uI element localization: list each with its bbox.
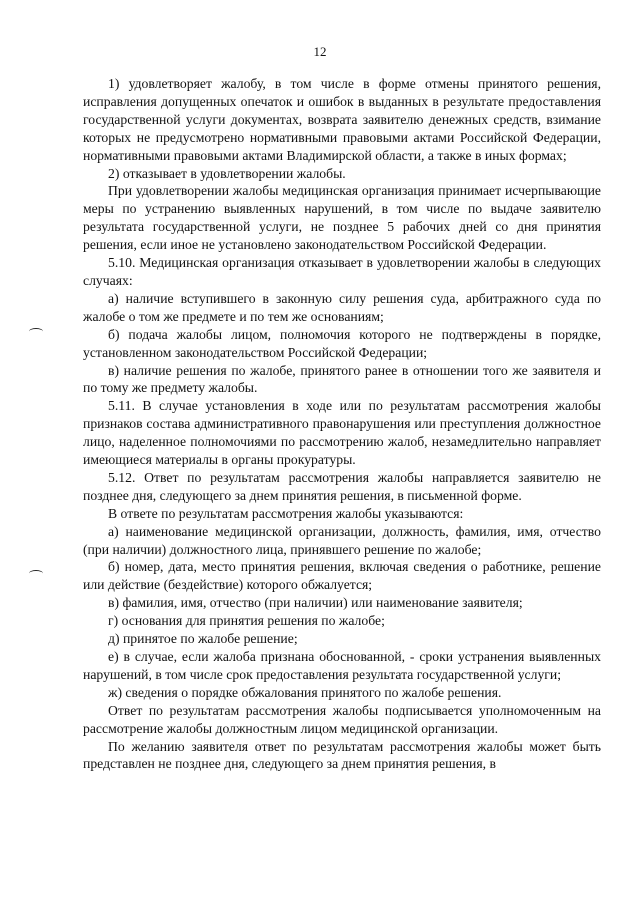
paragraph-5-10-b: б) подача жалобы лицом, полномочия которого не подтверждены в порядке, установленном законодательством Российской Федерации; [83, 326, 601, 360]
paragraph-5-11: 5.11. В случае установления в ходе или по результатам рассмотрения жалобы признаков состава административного правонарушения или преступления должностное лицо, наделенное полномочиями по рассмотрению жалоб, незамедлительно направляет имеющиеся материалы в органы прокуратуры. [83, 398, 601, 468]
paragraph-item-1: 1) удовлетворяет жалобу, в том числе в форме отмены принятого решения, исправления допущенных опечаток и ошибок в выданных в результате предоставления государственной услуги документах, возврата заявителю денежных средств, взимание которых не предусмотрено нормативными правовыми актами Российской Федерации, нормативными правовыми актами Владимирской области, а также в иных формах; [83, 76, 601, 163]
paragraph-applicant-request: По желанию заявителя ответ по результатам рассмотрения жалобы может быть представлен не позднее дня, следующего за днем принятия решения, в [83, 738, 601, 772]
paragraph-satisfaction-measures: При удовлетворении жалобы медицинская организация принимает исчерпывающие меры по устранению выявленных нарушений, в том числе по выдаче заявителю результата государственной услуги, не позднее 5 рабочих дней со дня принятия решения, если иное не установлено законодательством Российской Федерации. [83, 183, 601, 253]
paragraph-response-signature: Ответ по результатам рассмотрения жалобы подписывается уполномоченным на рассмотрение жалобы должностным лицом медицинской организации. [83, 702, 601, 736]
paragraph-5-10: 5.10. Медицинская организация отказывает в удовлетворении жалобы в следующих случаях: [83, 255, 601, 288]
paragraph-response-e: е) в случае, если жалоба признана обоснованной, - сроки устранения выявленных нарушений, в том числе срок предоставления результата государственной услуги; [83, 649, 601, 682]
paragraph-response-g: г) основания для принятия решения по жалобе; [108, 613, 385, 629]
margin-mark [29, 570, 43, 577]
paragraph-response-b: б) номер, дата, место принятия решения, включая сведения о работнике, решение или действие (бездействие) которого обжалуется; [83, 559, 601, 593]
margin-mark [29, 328, 43, 335]
paragraph-item-2: 2) отказывает в удовлетворении жалобы. [108, 165, 346, 181]
paragraph-response-d: д) принятое по жалобе решение; [108, 631, 298, 647]
document-body [83, 75, 601, 773]
paragraph-response-contents: В ответе по результатам рассмотрения жалобы указываются: [108, 505, 464, 521]
paragraph-5-10-a: а) наличие вступившего в законную силу решения суда, арбитражного суда по жалобе о том же предмете и по тем же основаниям; [83, 290, 601, 324]
paragraph-5-10-v: в) наличие решения по жалобе, принятого ранее в отношении того же заявителя и по тому же предмету жалобы. [83, 362, 601, 396]
page-number: 12 [313, 44, 327, 59]
paragraph-response-v: в) фамилия, имя, отчество (при наличии) или наименование заявителя; [108, 595, 523, 611]
paragraph-response-zh: ж) сведения о порядке обжалования принятого по жалобе решения. [108, 684, 502, 700]
paragraph-response-a: а) наименование медицинской организации, должность, фамилия, имя, отчество (при наличии) должностного лица, принявшего решение по жалобе; [83, 523, 601, 557]
paragraph-5-12: 5.12. Ответ по результатам рассмотрения жалобы направляется заявителю не позднее дня, следующего за днем принятия решения, в письменной форме. [83, 469, 601, 503]
